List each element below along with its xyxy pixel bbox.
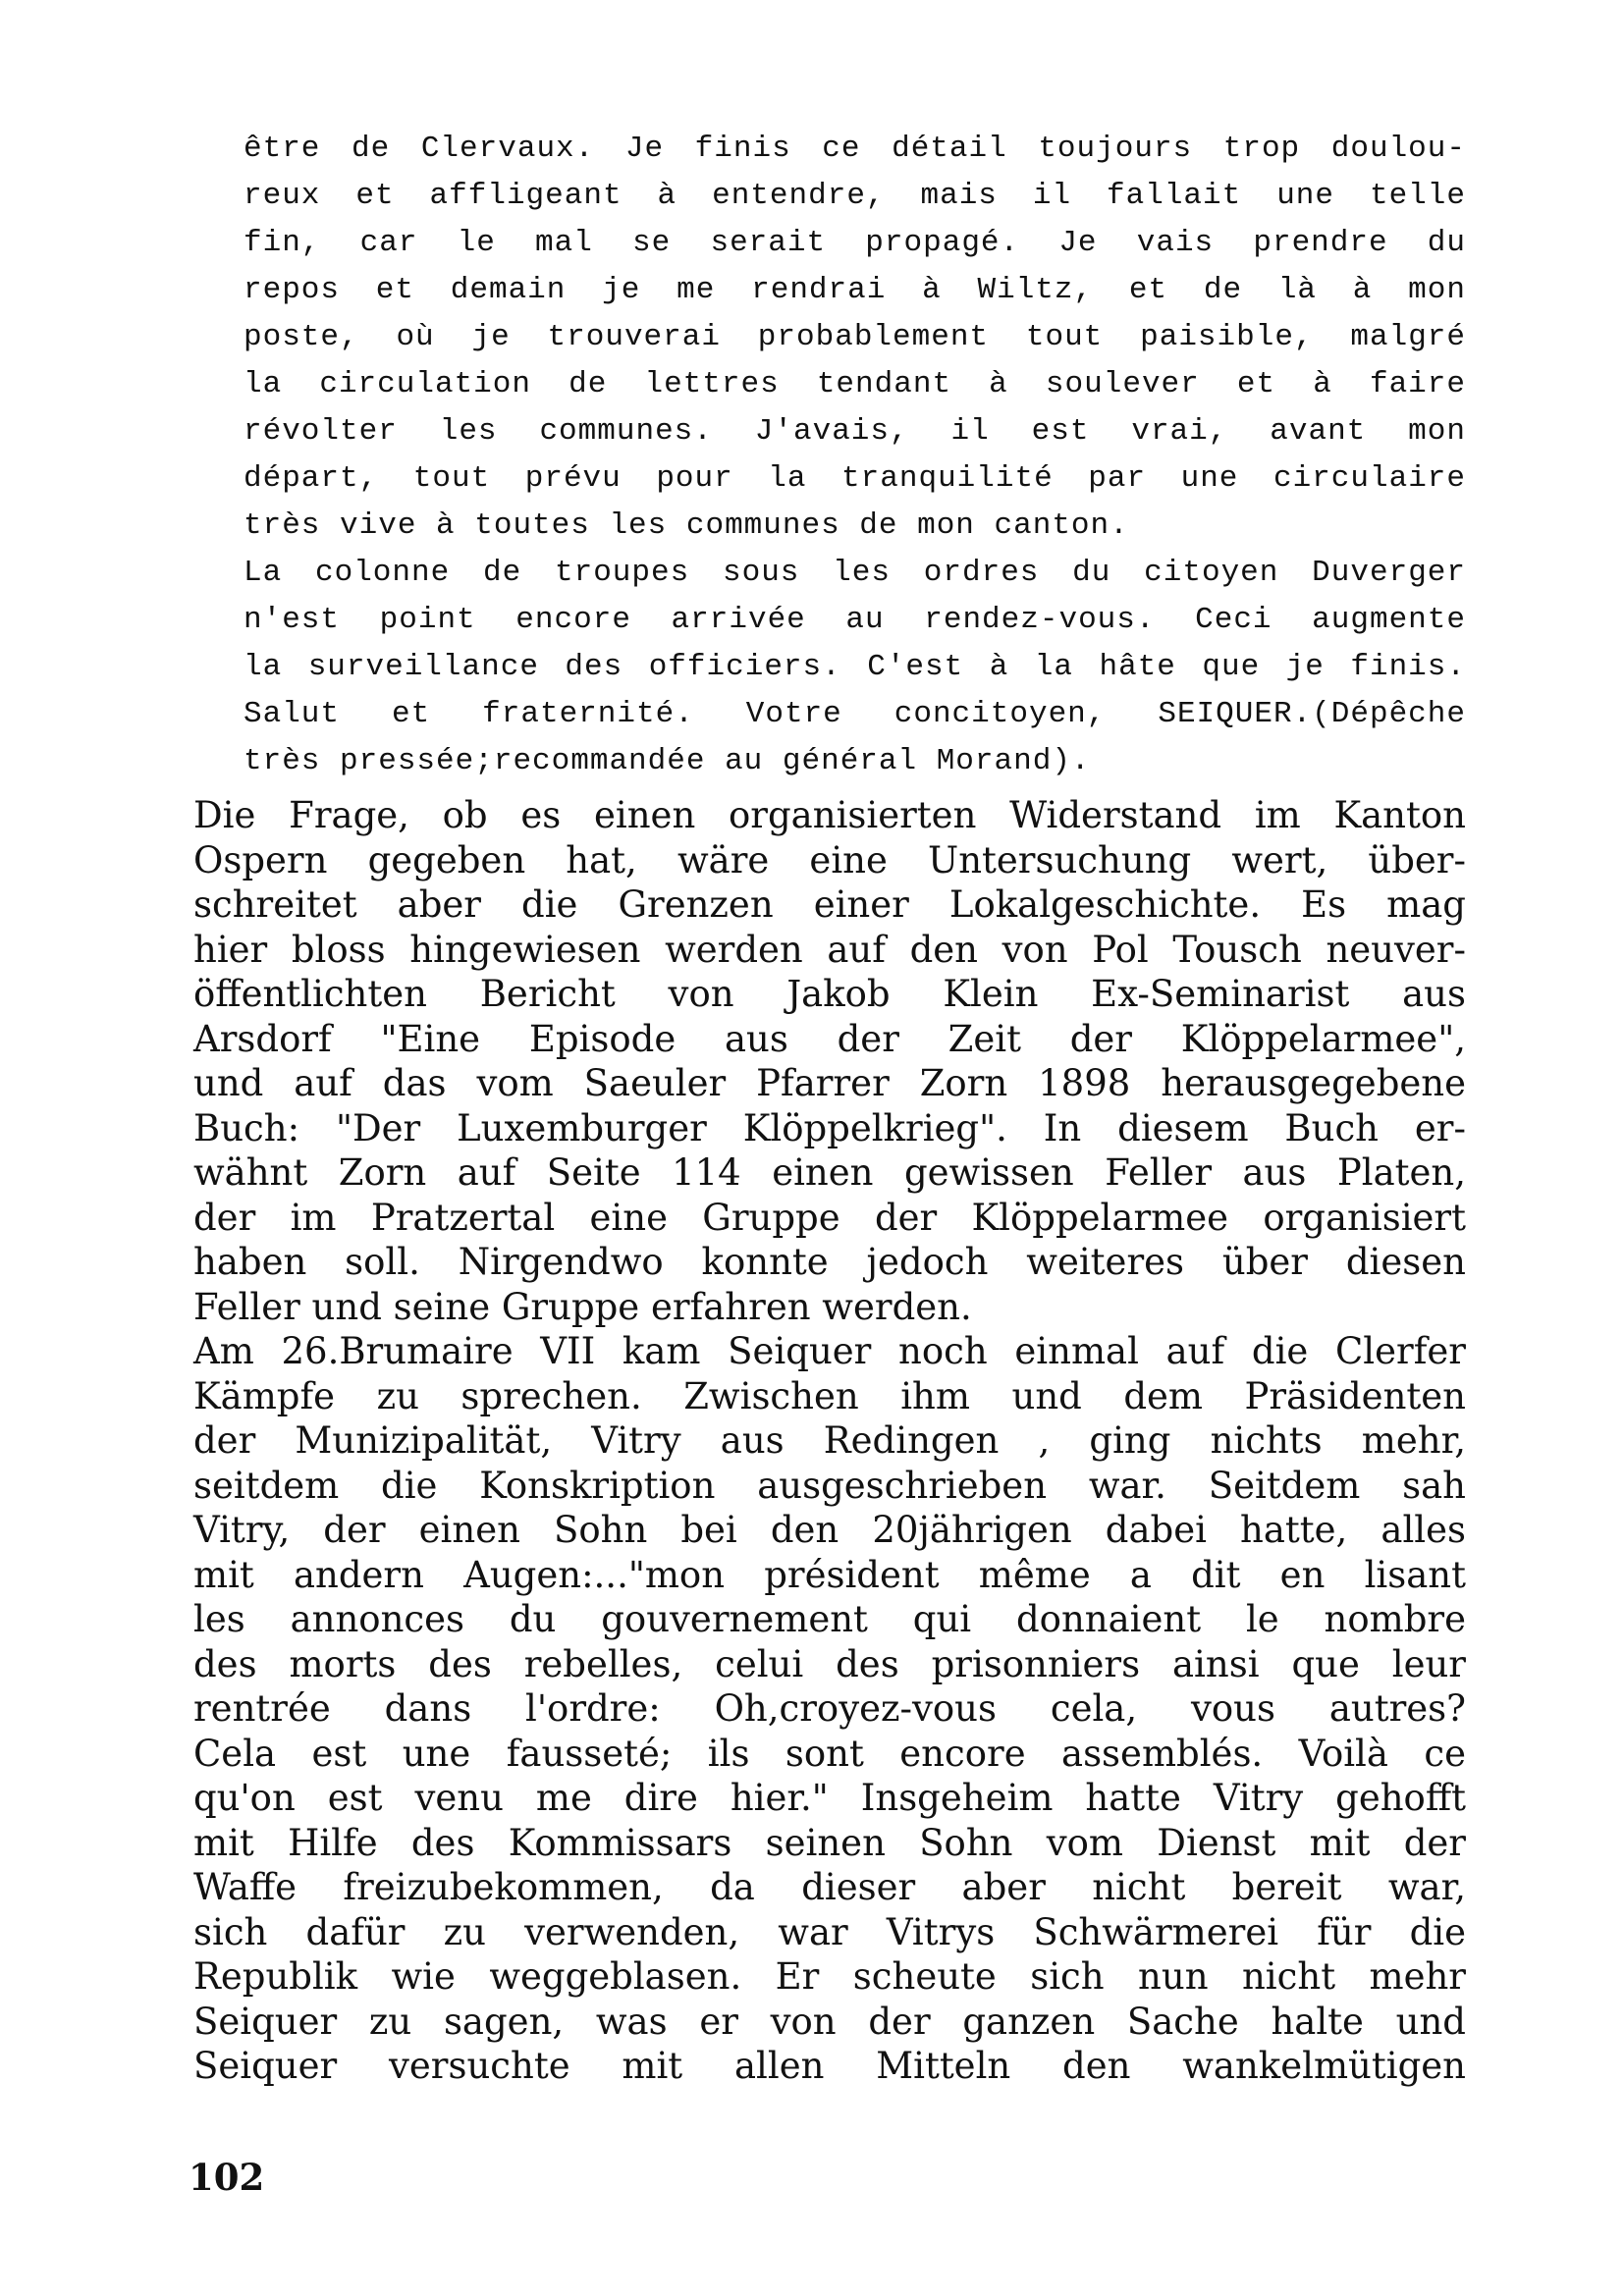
quote-line: très vive à toutes les communes de mon canton. [244, 508, 1129, 543]
body-line: haben soll. Nirgendwo konnte jedoch weiteres über diesen [193, 1241, 1466, 1283]
paragraph-brumaire [193, 1329, 1466, 2089]
body-line: öffentlichten Bericht von Jakob Klein Ex-Seminarist aus [193, 973, 1466, 1015]
quote-line: n'est point encore arrivée au rendez-vous. Ceci augmente [244, 603, 1466, 637]
body-line: des morts des rebelles, celui des prisonniers ainsi que leur [193, 1642, 1466, 1685]
body-line: Kämpfe zu sprechen. Zwischen ihm und dem Präsidenten [193, 1374, 1466, 1417]
body-line: der im Pratzertal eine Gruppe der Klöppelarmee organisiert [193, 1196, 1466, 1239]
quote-line: repos et demain je me rendrai à Wiltz, et de là à mon [244, 273, 1466, 307]
quote-line: révolter les communes. J'avais, il est vrai, avant mon [244, 414, 1466, 449]
quote-line: très pressée;recommandée au général Morand). [244, 744, 1091, 778]
quote-line: reux et affligeant à entendre, mais il fallait une telle [244, 179, 1466, 213]
body-line: schreitet aber die Grenzen einer Lokalgeschichte. Es mag [193, 883, 1466, 926]
body-line: rentrée dans l'ordre: Oh,croyez-vous cela, vous autres? [193, 1687, 1466, 1730]
body-line: Waffe freizubekommen, da dieser aber nicht bereit war, [193, 1866, 1466, 1908]
body-line: Feller und seine Gruppe erfahren werden. [193, 1285, 972, 1328]
quote-line: La colonne de troupes sous les ordres du citoyen Duverger [244, 556, 1466, 590]
body-line: und auf das vom Saeuler Pfarrer Zorn 1898 herausgegebene [193, 1062, 1466, 1104]
quote-line: la surveillance des officiers. C'est à la hâte que je finis. [244, 650, 1466, 684]
body-line: sich dafür zu verwenden, war Vitrys Schwärmerei für die [193, 1910, 1466, 1953]
body-line: Ospern gegeben hat, wäre eine Untersuchung wert, über- [193, 838, 1466, 881]
quote-line: départ, tout prévu pour la tranquilité par une circulaire [244, 461, 1466, 496]
paragraph-klöppelarmee [193, 793, 1466, 1329]
body-line: Die Frage, ob es einen organisierten Widerstand im Kanton [193, 794, 1466, 836]
body-line: wähnt Zorn auf Seite 114 einen gewissen Feller aus Platen, [193, 1151, 1466, 1194]
quote-line: fin, car le mal se serait propagé. Je vais prendre du [244, 226, 1466, 260]
body-line: Cela est une fausseté; ils sont encore assemblés. Voilà ce [193, 1732, 1466, 1775]
body-line: Buch: "Der Luxemburger Klöppelkrieg". In diesem Buch er- [193, 1106, 1466, 1149]
body-line: Seiquer zu sagen, was er von der ganzen Sache halte und [193, 2000, 1466, 2043]
body-line: Seiquer versuchte mit allen Mitteln den wankelmütigen [193, 2045, 1466, 2087]
body-line: Republik wie weggeblasen. Er scheute sich nun nicht mehr [193, 1955, 1466, 1998]
body-line: hier bloss hingewiesen werden auf den von Pol Tousch neuver- [193, 928, 1466, 971]
quote-line: Salut et fraternité. Votre concitoyen, SEIQUER.(Dépêche [244, 697, 1466, 731]
body-text [193, 793, 1466, 2089]
body-line: der Munizipalität, Vitry aus Redingen , ging nichts mehr, [193, 1419, 1466, 1462]
body-line: qu'on est venu me dire hier." Insgeheim hatte Vitry gehofft [193, 1777, 1466, 1819]
body-line: les annonces du gouvernement qui donnaient le nombre [193, 1598, 1466, 1640]
body-line: Am 26.Brumaire VII kam Seiquer noch einmal auf die Clerfer [193, 1330, 1466, 1372]
body-line: seitdem die Konskription ausgeschrieben war. Seitdem sah [193, 1464, 1466, 1507]
body-line: mit Hilfe des Kommissars seinen Sohn vom Dienst mit der [193, 1821, 1466, 1864]
body-line: Arsdorf "Eine Episode aus der Zeit der Klöppelarmee", [193, 1017, 1466, 1060]
quote-line: poste, où je trouverai probablement tout paisible, malgré [244, 320, 1466, 354]
french-dispatch-quote [244, 126, 1466, 785]
quote-line: la circulation de lettres tendant à soulever et à faire [244, 367, 1466, 401]
page-number: 102 [189, 2156, 265, 2199]
body-line: mit andern Augen:..."mon président même a dit en lisant [193, 1553, 1466, 1596]
body-line: Vitry, der einen Sohn bei den 20jährigen dabei hatte, alles [193, 1509, 1466, 1551]
quote-line: être de Clervaux. Je finis ce détail toujours trop doulou- [244, 132, 1466, 166]
